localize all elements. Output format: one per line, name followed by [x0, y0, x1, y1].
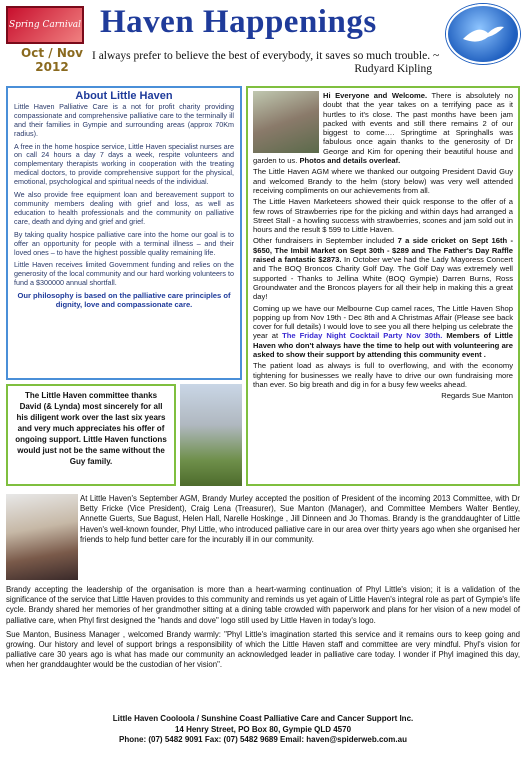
letter-text: Other fundraisers in September included — [253, 236, 398, 246]
letter-paragraph: The patient load as always is full to overflowing, and with the economy tightening for businesses we really have to drive our own fundraising more than ever. So big breath and dig in for a busy few weeks ahead. — [253, 361, 513, 389]
issue-month: Oct / Nov — [21, 46, 83, 60]
welcome-letter — [246, 86, 520, 486]
letter-paragraph — [253, 236, 513, 301]
letter-paragraph — [253, 304, 513, 360]
quote-author: Rudyard Kipling — [354, 63, 432, 75]
story-paragraph: Brandy accepting the leadership of the organisation is more than a heart-warming continuation of Phyl Little's vision; it is a validation of the significance of the service that Little Haven provides to this community and reminds us yet again of Little Haven's integral role as part of Gympie's life cycle. Brandy shared her memories of her grandmother sitting at a dining table crowded with paperwork and plans for her vision of a new model of palliative care, when Phyl first designed the "hands and dove" logo still used by Little Haven in today's logo. — [6, 585, 520, 625]
letter-paragraph: The Little Haven AGM where we thanked our outgoing President David Guy and welcomed Brandy to the helm (story below) was very well attended receiving compliments on our achievements from all. — [253, 167, 513, 195]
letter-bold-text: 7 a side cricket on Sept 16th - $650, The Imbil Market on Sept 30th - $289 and The Father's Day Raffle raised a fantastic $2873. — [253, 236, 513, 265]
letter-greeting: Hi Everyone and Welcome. — [323, 91, 428, 100]
letter-bold-text: Members of Little Haven who don't always have the time to help out with volunteering are asked to show their support by attending this community event . — [253, 331, 513, 360]
contact-details: Phone: (07) 5482 9091 Fax: (07) 5482 9689 Email: haven@spiderweb.com.au — [119, 735, 407, 744]
about-paragraph: We also provide free equipment loan and bereavement support to community members dealing with grief and loss, as well as education to health professionals and the community on palliative care, death and dying and grief and grief. — [14, 190, 234, 226]
address: 14 Henry Street, PO Box 80, Gympie QLD 4570 — [174, 724, 352, 734]
logo-left-text: Spring Carnival — [8, 20, 82, 30]
quote — [92, 50, 442, 76]
brandy-photo — [6, 494, 78, 580]
letter-signoff: Regards Sue Manton — [441, 391, 513, 401]
quote-text: I always prefer to believe the best of everybody, it saves so much trouble. ~ — [92, 50, 440, 62]
cocktail-party-highlight: The Friday Night Cocktail Party Nov 30th. — [282, 331, 443, 341]
story-paragraph: Sue Manton, Business Manager , welcomed Brandy warmly: "Phyl Little's imagination started this service and it remains ours to keep going and growing. Our history and level of support brings a responsibility of which the Little Haven staff and committee are very mindful. Phyl's vision for palliative care 30 years ago is what has made our community an acknowledged leader in palliative care today. I wonder if Phyl imagined this day, when her granddaughter would be the custodian of her vision". — [6, 629, 520, 670]
story-paragraph: At Little Haven's September AGM, Brandy Murley accepted the position of President of the incoming 2013 Committee, with Dr Betty Fricke (Vice President), Craig Lena (Treasurer), Sue Manton (Manager), and Committee Members Walter Bentley, Annette Guerts, Sue Bagust, Helen Hall, Narelle Hoskinge , Jill Dinneen and Jo Thomas. Brandy is the granddaughter of Little Haven's well-known founder, Phyl Little, who introduced palliative care in our area over thirty years ago when she organised her friends to help fund better care for the incurably ill in our community. — [80, 494, 520, 544]
letter-text: Coming up we have our Melbourne Cup camel races, The Little Haven Shop popping up from Nov 19th - Dec 8th and A Christmas Affair (Please see back cover for full details) I would love to see you all there helping us celebrate the year at — [253, 303, 513, 341]
agm-story — [80, 494, 520, 545]
committee-thanks-box: The Little Haven committee thanks David (& Lynda) most sincerely for all his diligent work over the last six years and very much appreciates his offer of ongoing support. Little Haven functions would just not be the same without the Guy family. — [6, 384, 176, 486]
organisation-name: Little Haven Cooloola / Sunshine Coast Palliative Care and Cancer Support Inc. — [112, 714, 414, 723]
little-haven-logo — [446, 4, 520, 64]
spring-carnival-logo — [6, 6, 84, 44]
issue-date — [12, 46, 92, 74]
philosophy-statement: Our philosophy is based on the palliative care principles of dignity, love and compassionate care. — [17, 291, 231, 310]
volunteers-photo — [253, 91, 319, 153]
agm-story-continued — [6, 585, 520, 675]
issue-year: 2012 — [35, 60, 69, 74]
contact-footer — [6, 714, 520, 746]
letter-text: In October we've had the Lady Mayoress Concert and The BOQ Broncos Charity Golf Day. The Golf Day was extremely well supported - Thanks to Jellina White (BOQ Gympie) Darren Burns, Ross Groundwater and the Broncos players for all their help in making this a great day! — [253, 255, 513, 302]
about-paragraph: Little Haven Palliative Care is a not for profit charity providing compassionate and comprehensive palliative care to the terminally ill and their families in Gympie and surrounding areas (approx 70Km radius). — [14, 101, 234, 138]
letter-bold-text: Photos and details overleaf. — [297, 156, 401, 166]
about-paragraph: By taking quality hospice palliative care into the home our goal is to offer an opportunity for people with a terminal illness – and their loved ones – to have the highest possible quality remaining life. — [14, 229, 234, 257]
dove-icon — [458, 19, 508, 49]
about-paragraph: A free in the home hospice service, Little Haven specialist nurses are on call 24 hours a day 7 days a week, respite volunteers and complementary therapists working in cooperation with the treating medical doctors, to provide comprehensive support for the physical, emotional, psychological and spiritual needs of the individual. — [14, 141, 234, 187]
letter-text: There is absolutely no doubt that the year takes on a terrifying pace as it hurtles to it's close. The past months have been jam packed with events and still there remains 2 of our biggest to come…. Springtime at Springhalls was fabulous once again thanks to the generosity of Dr George and Kim for opening their beautiful house and garden to us. — [253, 91, 513, 166]
letter-paragraph: The Little Haven Marketeers showed their quick response to the offer of a few rows of Strawberries ripe for the picking and within days had arranged a Street Stall - a howling success with strawberries, scones and jam sold out in hours and the result $ 599 to Little Haven. — [253, 197, 513, 235]
committee-photo — [180, 384, 242, 486]
newsletter-title: Haven Happenings — [100, 4, 377, 40]
about-little-haven-box — [6, 86, 242, 380]
about-heading: About Little Haven — [75, 90, 173, 102]
about-paragraph: Little Haven receives limited Government funding and relies on the generosity of the local community and our hard working volunteers to fund a $300000 annual shortfall. — [14, 260, 234, 288]
